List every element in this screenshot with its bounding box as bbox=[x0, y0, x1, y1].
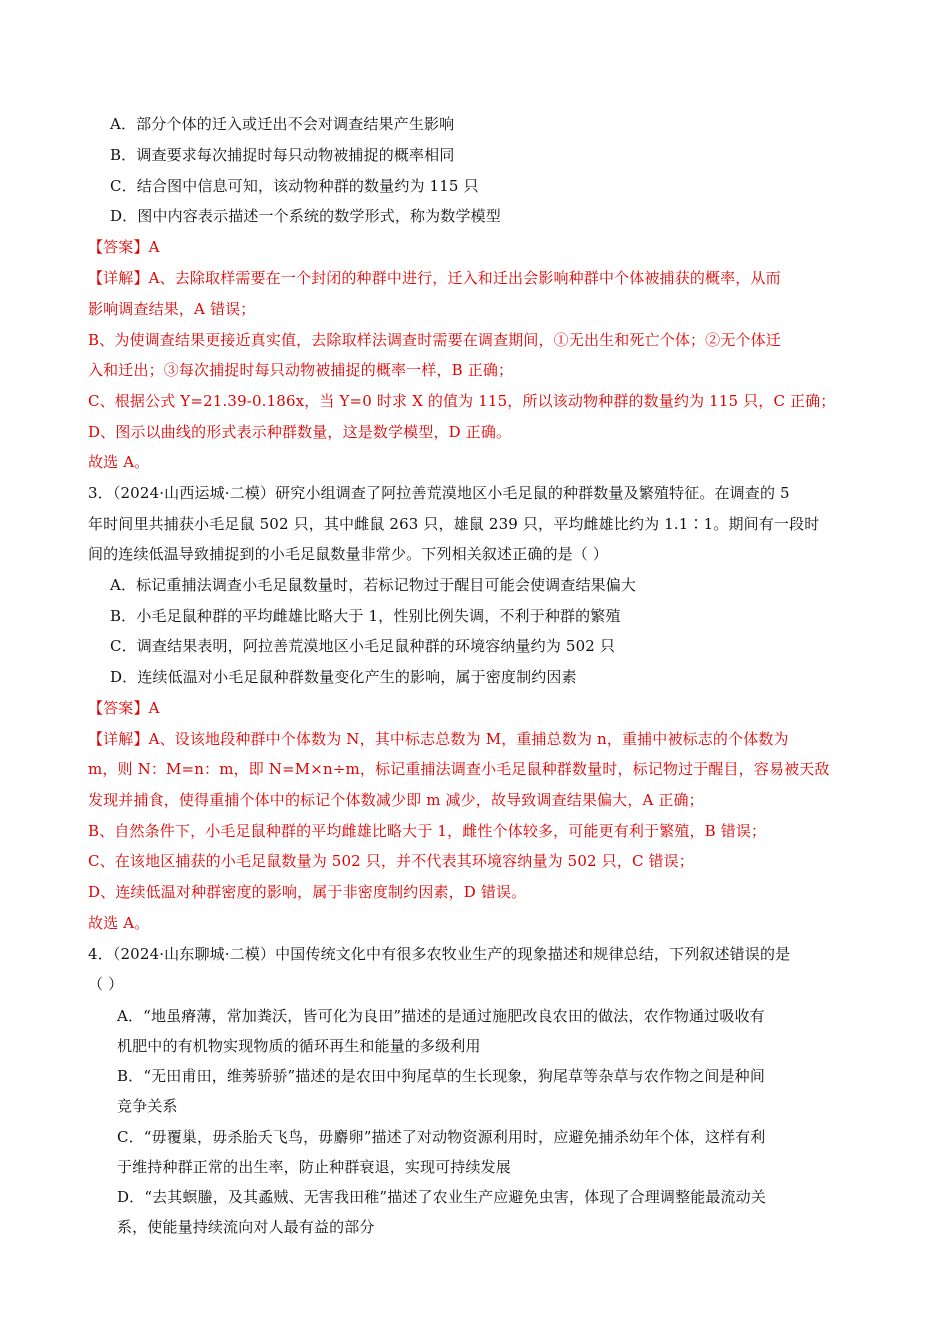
q2-conclusion: 故选 A。 bbox=[88, 453, 150, 471]
q2-option-b: B．调查要求每次捕捉时每只动物被捕捉的概率相同 bbox=[110, 146, 455, 164]
q4-option-d: D．“去其螟螣，及其蟊贼、无害我田稚”描述了农业生产应避免虫害，体现了合理调整能最流动关 bbox=[117, 1188, 766, 1206]
q2-answer bbox=[88, 237, 868, 257]
q4-option-c-cont: 于维持种群正常的出生率，防止种群衰退，实现可持续发展 bbox=[117, 1158, 511, 1176]
q4-option-a: A．“地虽瘠薄，常加粪沃，皆可化为良田”描述的是通过施肥改良农田的做法，农作物通过吸收有 bbox=[117, 1007, 765, 1025]
answer-value: A bbox=[148, 699, 160, 717]
q3-option-c: C．调查结果表明，阿拉善荒漠地区小毛足鼠种群的环境容纳量约为 502 只 bbox=[110, 637, 616, 655]
answer-tag: 【答案】 bbox=[88, 238, 149, 256]
q4-option-b-cont: 竞争关系 bbox=[117, 1097, 178, 1115]
q3-stem-line: 3．（2024·山西运城·二模）研究小组调查了阿拉善荒漠地区小毛足鼠的种群数量及繁殖特征。在调查的 5 bbox=[88, 484, 790, 502]
q3-detail-line: C、在该地区捕获的小毛足鼠数量为 502 只，并不代表其环境容纳量为 502 只，C 错误； bbox=[88, 852, 694, 870]
q2-detail-line bbox=[88, 268, 868, 288]
q4-stem-line: 4．（2024·山东聊城·二模）中国传统文化中有很多农牧业生产的现象描述和规律总结，下列叙述错误的是 bbox=[88, 945, 791, 963]
q3-answer bbox=[88, 698, 868, 718]
q2-detail-line: C、根据公式 Y=21.39-0.186x，当 Y=0 时求 X 的值为 115，所以该动物种群的数量约为 115 只，C 正确； bbox=[88, 392, 836, 410]
q2-option-d: D．图中内容表示描述一个系统的数学形式，称为数学模型 bbox=[110, 207, 501, 225]
q4-option-d-cont: 系，使能量持续流向对人最有益的部分 bbox=[117, 1218, 375, 1236]
q4-stem-line: （ ） bbox=[88, 975, 124, 993]
q4-option-c: C．“毋覆巢，毋杀胎夭飞鸟，毋麝卵”描述了对动物资源利用时，应避免捕杀幼年个体，这样有利 bbox=[117, 1128, 766, 1146]
q3-option-d: D．连续低温对小毛足鼠种群数量变化产生的影响，属于密度制约因素 bbox=[110, 668, 577, 686]
answer-tag: 【答案】 bbox=[88, 699, 149, 717]
q3-detail-line bbox=[88, 729, 868, 749]
q3-option-a: A．标记重捕法调查小毛足鼠数量时，若标记物过于醒目可能会使调查结果偏大 bbox=[110, 576, 637, 594]
q3-detail-line: B、自然条件下，小毛足鼠种群的平均雌雄比略大于 1，雌性个体较多，可能更有利于繁殖，B 错误； bbox=[88, 822, 767, 840]
answer-value: A bbox=[148, 238, 160, 256]
detail-tag: 【详解】 bbox=[88, 730, 149, 748]
detail-tag: 【详解】 bbox=[88, 269, 149, 287]
q2-option-c: C．结合图中信息可知，该动物种群的数量约为 115 只 bbox=[110, 177, 479, 195]
q3-stem-line: 年时间里共捕获小毛足鼠 502 只，其中雌鼠 263 只，雄鼠 239 只，平均雌雄比约为 1.1∶1。期间有一段时 bbox=[88, 515, 820, 533]
q2-detail-line: D、图示以曲线的形式表示种群数量，这是数学模型，D 正确。 bbox=[88, 423, 512, 441]
q2-detail-line: 入和迁出；③每次捕捉时每只动物被捕捉的概率一样，B 正确； bbox=[88, 361, 514, 379]
q2-detail-line: 影响调查结果，A 错误； bbox=[88, 300, 256, 318]
q4-option-a-cont: 机肥中的有机物实现物质的循环再生和能量的多级利用 bbox=[117, 1037, 481, 1055]
q3-option-b: B．小毛足鼠种群的平均雌雄比略大于 1，性别比例失调，不利于种群的繁殖 bbox=[110, 607, 621, 625]
q3-detail-line: 发现并捕食，使得重捕个体中的标记个体数减少即 m 减少，故导致调查结果偏大，A 正确； bbox=[88, 791, 704, 809]
q2-detail-line: B、为使调查结果更接近真实值，去除取样法调查时需要在调查期间，①无出生和死亡个体；②无个体迁 bbox=[88, 331, 781, 349]
q3-stem-line: 间的连续低温导致捕捉到的小毛足鼠数量非常少。下列相关叙述正确的是（ ） bbox=[88, 545, 609, 563]
detail-text: A、设该地段种群中个体数为 N，其中标志总数为 M，重捕总数为 n，重捕中被标志的个体数为 bbox=[148, 730, 789, 748]
q3-detail-line: D、连续低温对种群密度的影响，属于非密度制约因素，D 错误。 bbox=[88, 883, 527, 901]
q4-option-b: B．“无田甫田，维莠骄骄”描述的是农田中狗尾草的生长现象，狗尾草等杂草与农作物之间是种间 bbox=[117, 1067, 765, 1085]
detail-text: A、去除取样需要在一个封闭的种群中进行，迁入和迁出会影响种群中个体被捕获的概率，从而 bbox=[148, 269, 781, 287]
q3-conclusion: 故选 A。 bbox=[88, 914, 150, 932]
q3-detail-line: m，则 N：M=n：m，即 N=M×n÷m，标记重捕法调查小毛足鼠种群数量时，标记物过于醒目，容易被天敌 bbox=[88, 760, 830, 778]
q2-option-a: A．部分个体的迁入或迁出不会对调查结果产生影响 bbox=[110, 115, 455, 133]
